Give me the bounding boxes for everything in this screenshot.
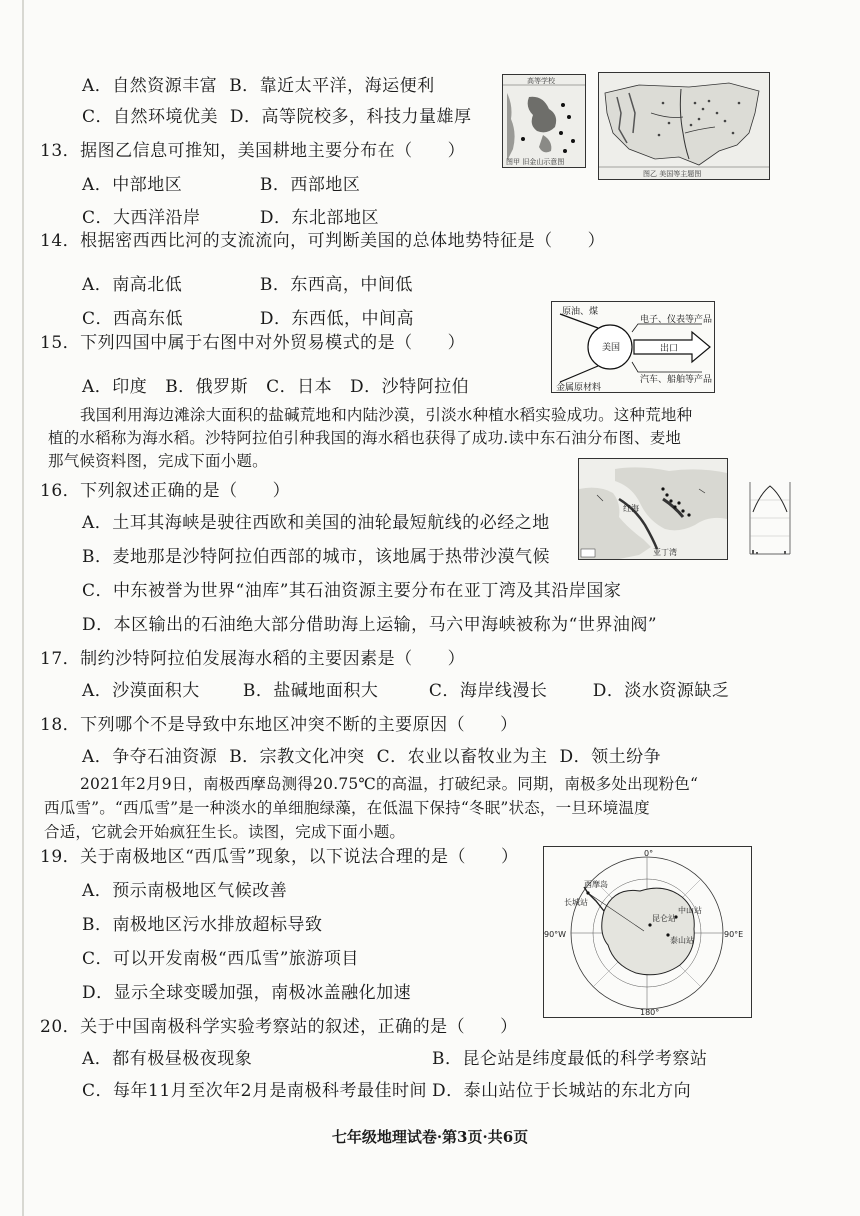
antarctic-label-180: 180°	[640, 1008, 660, 1017]
q13-option-row-2	[82, 207, 379, 229]
antarctic-label-90w: 90°W	[544, 930, 567, 939]
mideast-oil-map-drawing	[579, 459, 727, 559]
q20-stem: 20．关于中国南极科学实验考察站的叙述，正确的是（ ）	[40, 1017, 518, 1037]
trade-label-export-top: 电子、仪表等产品	[640, 315, 713, 325]
q13-stem: 13．据图乙信息可推知，美国耕地主要分布在（ ）	[40, 141, 466, 161]
q19-stem: 19．关于南极地区“西瓜雪”现象，以下说法合理的是（ ）	[40, 847, 519, 867]
q19-option-b[interactable]: B．南极地区污水排放超标导致	[82, 915, 323, 935]
q14-option-row-1	[82, 274, 413, 296]
q17-option-a[interactable]: A．沙漠面积大	[82, 681, 200, 701]
page-footer: 七年级地理试卷·第3页·共6页	[331, 1128, 529, 1146]
q14-stem: 14．根据密西西比河的支流流向，可判断美国的总体地势特征是（ ）	[40, 231, 606, 251]
q20-option-c[interactable]: C．每年11月至次年2月是南极科考最佳时间	[82, 1081, 427, 1101]
map-yi-figure	[598, 72, 770, 180]
q18-option-d[interactable]: D．领土纷争	[559, 747, 662, 767]
q12-option-d[interactable]: D．高等院校多，科技力量雄厚	[229, 107, 472, 127]
q17-option-b[interactable]: B．盐碱地面积大	[242, 681, 379, 701]
mideast-label-red-sea: 红海	[623, 504, 639, 513]
passage-1-line-1: 我国利用海边滩涂大面积的盐碱荒地和内陆沙漠，引淡水种植水稻实验成功。这种荒地种	[80, 406, 693, 424]
q16-option-b[interactable]: B．麦地那是沙特阿拉伯西部的城市，该地属于热带沙漠气候	[82, 547, 550, 567]
antarctic-map-figure	[543, 846, 752, 1018]
q15-stem: 15．下列四国中属于右图中对外贸易模式的是（ ）	[40, 333, 466, 353]
trade-label-export: 出口	[660, 344, 679, 354]
q17-option-row	[82, 680, 729, 702]
antarctic-station-taishan: 泰山站	[670, 936, 694, 945]
trade-label-import-bottom: 金属原材料	[556, 383, 602, 392]
medina-climate-chart-figure	[742, 472, 798, 564]
q14-option-a[interactable]: A．南高北低	[82, 275, 183, 295]
q12-option-row-2	[82, 106, 472, 128]
q15-option-a[interactable]: A．印度	[82, 377, 148, 397]
q13-option-a[interactable]: A．中部地区	[82, 175, 183, 195]
q19-option-a[interactable]: A．预示南极地区气候改善	[82, 881, 288, 901]
q16-option-a[interactable]: A．土耳其海峡是驶往西欧和美国的油轮最短航线的必经之地	[82, 513, 550, 533]
trade-diagram-figure	[551, 301, 715, 393]
passage-1-line-2: 植的水稻称为海水稻。沙特阿拉伯引种我国的海水稻也获得了成功.读中东石油分布图、麦地	[48, 429, 682, 447]
mideast-label-gulf-aden: 亚丁湾	[653, 548, 677, 557]
q18-option-c[interactable]: C．农业以畜牧业为主	[376, 747, 548, 767]
trade-label-export-bottom: 汽车、船舶等产品	[640, 375, 713, 385]
q13-option-c[interactable]: C．大西洋沿岸	[82, 208, 201, 228]
q17-option-c[interactable]: C．海岸线漫长	[428, 681, 548, 701]
map-jia-figure	[502, 74, 586, 168]
q18-option-a[interactable]: A．争夺石油资源	[82, 747, 218, 767]
q19-option-d[interactable]: D．显示全球变暖加强，南极冰盖融化加速	[82, 983, 412, 1003]
trade-diagram-drawing	[552, 302, 714, 392]
q15-option-d[interactable]: D．沙特阿拉伯	[350, 377, 470, 397]
q18-option-b[interactable]: B．宗教文化冲突	[229, 747, 365, 767]
antarctic-station-changcheng: 长城站	[564, 898, 588, 907]
q13-option-d[interactable]: D．东北部地区	[259, 208, 380, 228]
q17-option-d[interactable]: D．淡水资源缺乏	[592, 681, 730, 701]
q14-option-d[interactable]: D．东西低，中间高	[259, 309, 415, 329]
q20-option-d[interactable]: D．泰山站位于长城站的东北方向	[432, 1081, 692, 1101]
map-jia-header: 高等学校	[527, 77, 555, 85]
antarctic-label-0: 0°	[644, 849, 654, 858]
q12-option-row-1	[82, 75, 435, 97]
q15-option-row	[82, 376, 469, 398]
antarctic-label-seymour: 西摩岛	[584, 880, 608, 889]
passage-2-line-3: 合适，它就会开始疯狂生长。读图，完成下面小题。	[44, 823, 406, 841]
q13-option-b[interactable]: B．西部地区	[259, 175, 361, 195]
antarctic-map-drawing	[544, 847, 751, 1017]
passage-2-line-1: 2021年2月9日，南极西摩岛测得20.75℃的高温，打破纪录。同期，南极多处出现粉色“	[80, 775, 699, 793]
passage-2-line-2: 西瓜雪”。“西瓜雪”是一种淡水的单细胞绿藻，在低温下保持“冬眠”状态，一旦环境温度	[44, 799, 650, 817]
q17-stem: 17．制约沙特阿拉伯发展海水稻的主要因素是（ ）	[40, 649, 466, 669]
q12-option-a[interactable]: A．自然资源丰富	[82, 76, 218, 96]
map-jia-drawing	[503, 75, 585, 167]
q15-option-b[interactable]: B．俄罗斯	[165, 377, 249, 397]
antarctic-station-zhongshan: 中山站	[678, 906, 702, 915]
q14-option-c[interactable]: C．西高东低	[82, 309, 184, 329]
q15-option-c[interactable]: C．日本	[266, 377, 333, 397]
passage-1-line-3: 那气候资料图，完成下面小题。	[48, 452, 268, 470]
q12-option-c[interactable]: C．自然环境优美	[82, 107, 219, 127]
antarctic-station-kunlun: 昆仑站	[652, 914, 676, 923]
q20-option-b[interactable]: B．昆仑站是纬度最低的科学考察站	[432, 1049, 708, 1069]
q20-option-a[interactable]: A．都有极昼极夜现象	[82, 1049, 253, 1069]
q14-option-b[interactable]: B．东西高，中间低	[259, 275, 413, 295]
q16-stem: 16．下列叙述正确的是（ ）	[40, 481, 291, 501]
q16-option-d[interactable]: D．本区输出的石油绝大部分借助海上运输，马六甲海峡被称为“世界油阀”	[82, 615, 658, 635]
q18-option-row	[82, 746, 661, 768]
q19-option-c[interactable]: C．可以开发南极“西瓜雪”旅游项目	[82, 949, 359, 969]
antarctic-label-90e: 90°E	[724, 930, 744, 939]
q12-option-b[interactable]: B．靠近太平洋，海运便利	[229, 76, 435, 96]
trade-label-import-top: 原油、煤	[562, 307, 599, 317]
map-yi-caption: 图乙 美国等主题图	[643, 170, 702, 178]
q14-option-row-2	[82, 308, 414, 330]
page-edge	[22, 0, 24, 1216]
q13-option-row-1	[82, 174, 360, 196]
q18-stem: 18．下列哪个不是导致中东地区冲突不断的主要原因（ ）	[40, 715, 518, 735]
q16-option-c[interactable]: C．中东被誉为世界“油库”其石油资源主要分布在亚丁湾及其沿岸国家	[82, 581, 622, 601]
mideast-oil-map-figure	[578, 458, 728, 560]
medina-climate-chart-drawing	[742, 472, 798, 564]
map-yi-drawing	[599, 73, 769, 179]
map-jia-caption: 图甲 旧金山示意图	[506, 158, 565, 166]
trade-label-center: 美国	[602, 343, 621, 353]
